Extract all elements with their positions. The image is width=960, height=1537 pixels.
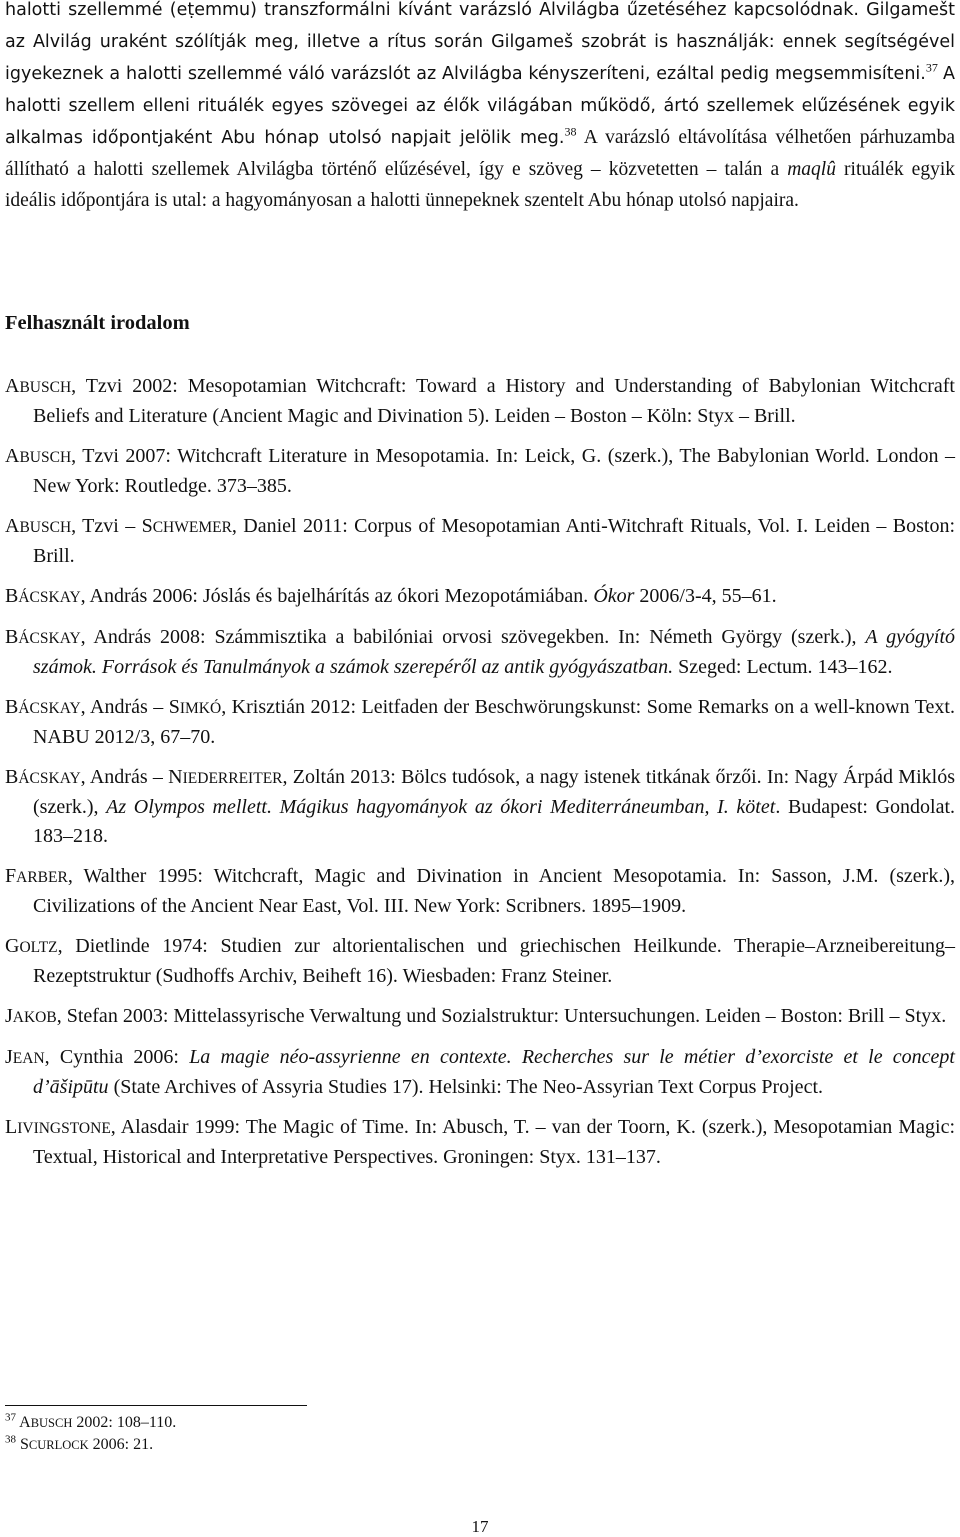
reference-item: JEAN, Cynthia 2006: La magie néo-assyrienne en contexte. Recherches sur le métier d’exorciste et le concept d’āšipūtu (State Archives of Assyria Studies 17). Helsinki: The Neo-Assyrian Text Corpus Project.	[5, 1046, 955, 1098]
reference-item: ABUSCH, Tzvi – SCHWEMER, Daniel 2011: Corpus of Mesopotamian Anti-Witchraft Rituals, Vol. I. Leiden – Boston: Brill.	[5, 515, 955, 567]
reference-item: LIVINGSTONE, Alasdair 1999: The Magic of Time. In: Abusch, T. – van der Toorn, K. (szerk.), Mesopotamian Magic: Textual, Historical and Interpretative Perspectives. Groningen: Styx. 131–137.	[5, 1116, 955, 1168]
reference-item: ABUSCH, Tzvi 2007: Witchcraft Literature in Mesopotamia. In: Leick, G. (szerk.), The Babylonian World. London – New York: Routledge. 373–385.	[5, 445, 955, 497]
reference-item: BÁCSKAY, András 2008: Számmisztika a babilóniai orvosi szövegekben. In: Németh György (szerk.), A gyógyító számok. Források és Tanulmányok a számok szerepéről az antik gyógyászatban. Szeged: Lectum. 143–162.	[5, 626, 955, 678]
footnote-38: $^{38}$ SCURLOCK 2006: 21.	[5, 1433, 154, 1453]
body-italic-term: maqlû	[787, 159, 836, 180]
reference-list	[5, 372, 955, 1183]
footnote-list	[5, 1412, 176, 1456]
reference-item: FARBER, Walther 1995: Witchcraft, Magic and Divination in Ancient Mesopotamia. In: Sasson, J.M. (szerk.), Civilizations of the Ancient Near East, Vol. III. New York: Scribners. 1895–1909.	[5, 865, 955, 917]
reference-item: BÁCSKAY, András – SIMKÓ, Krisztián 2012: Leitfaden der Beschwörungskunst: Some Remarks on a well-known Text. NABU 2012/3, 67–70.	[5, 696, 955, 748]
page-number: 17	[471, 1517, 489, 1536]
reference-item: ABUSCH, Tzvi 2002: Mesopotamian Witchcraft: Toward a History and Understanding of Babylonian Witchcraft Beliefs and Literature (Ancient Magic and Divination 5). Leiden – Boston – Köln: Styx – Brill.	[5, 375, 955, 427]
footnote-separator	[5, 1405, 307, 1406]
reference-item: BÁCSKAY, András 2006: Jóslás és bajelhárítás az ókori Mezopotámiában. Ókor 2006/3-4, 55–61.	[5, 585, 777, 607]
body-text-segment: rituálék egyik ideális időpontjára is utal: a hagyományosan a halotti ünnepeknek szentelt Abu hónap utolsó napjaira.	[5, 159, 955, 211]
footnote-ref-38[interactable]: 38	[564, 124, 577, 139]
reference-item: JAKOB, Stefan 2003: Mittelassyrische Verwaltung und Sozialstruktur: Untersuchungen. Leiden – Boston: Brill – Styx.	[5, 1005, 947, 1027]
body-text-segment: halotti szellemmé (eṭemmu) transzformálni kívánt varázsló Alvilágba űzetéséhez kapcsolódnak. Gilgamešt az Alvilág uraként szólítják meg, illetve a rítus során Gilgameš szobrát is használják: ennek segítségével igyekeznek a halotti szellemmé váló varázslót az Alvilágba kényszeríteni, ezáltal pedig megsemmisíteni.	[5, 0, 955, 84]
body-text-segment: A halotti szellem elleni rituálék egyes szövegei az élők világában működő, ártó szellemek elűzésének egyik alkalmas időpontjaként Abu hónap utolsó napjait jelölik meg.	[5, 64, 956, 148]
reference-item: GOLTZ, Dietlinde 1974: Studien zur altorientalischen und griechischen Heilkunde. Therapie–Arzneibereitung–Rezeptstruktur (Sudhoffs Archiv, Beiheft 16). Wiesbaden: Franz Steiner.	[5, 935, 955, 987]
footnote-37: $^{37}$ ABUSCH 2002: 108–110.	[5, 1411, 177, 1431]
reference-item: BÁCSKAY, András – NIEDERREITER, Zoltán 2013: Bölcs tudósok, a nagy istenek titkának őrzői. In: Nagy Árpád Miklós (szerk.), Az Olympos mellett. Mágikus hagyományok az ókori Mediterráneumban, I. kötet. Budapest: Gondolat. 183–218.	[5, 766, 956, 847]
body-text-segment: A varázsló eltávolítása vélhetően párhuzamba állítható a halotti szellemek Alvilágba történő elűzésével, így e szöveg – közvetetten – talán a	[5, 127, 955, 180]
body-paragraph	[5, 0, 955, 216]
section-heading: Felhasznált irodalom	[5, 312, 190, 334]
footnote-ref-37[interactable]: 37	[925, 60, 938, 75]
